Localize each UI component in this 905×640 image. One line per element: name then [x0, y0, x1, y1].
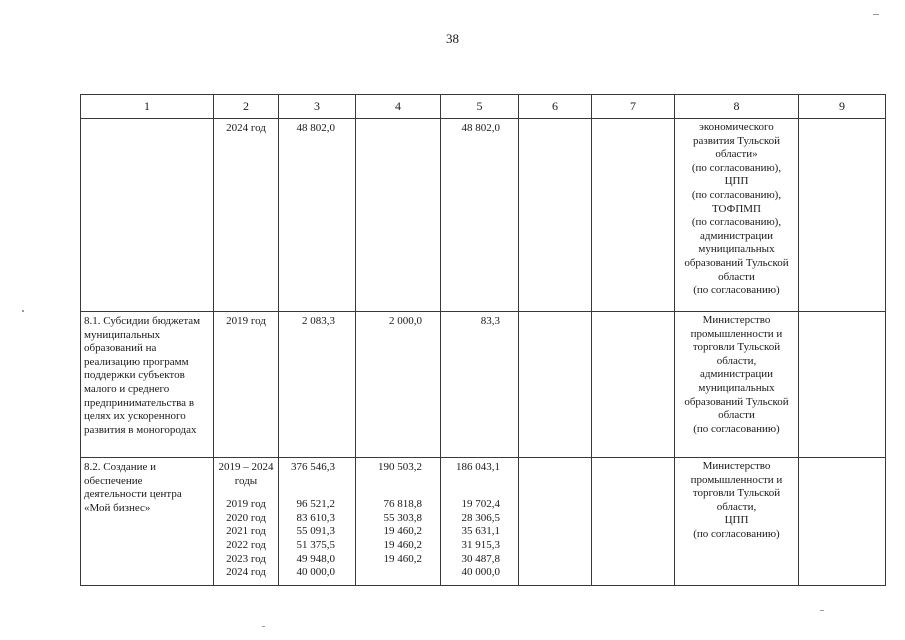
measure-cell	[81, 119, 214, 312]
amount-value: 28 306,5	[461, 511, 500, 524]
regional-cell	[441, 119, 519, 312]
measure-line: образований на	[84, 342, 157, 355]
federal-cell	[356, 119, 441, 312]
executor-line: области»	[715, 148, 758, 161]
executor-cell	[675, 119, 799, 312]
executor-line: муниципальных	[698, 243, 775, 256]
executor-line: администрации	[700, 229, 773, 242]
empty-cell	[592, 119, 675, 312]
executor-line: (по согласованию)	[693, 527, 780, 540]
executor-line: муниципальных	[698, 381, 775, 394]
regional-cell	[441, 458, 519, 586]
period-cell	[214, 458, 279, 586]
executor-line: области	[718, 409, 755, 422]
measure-line: обеспечение	[84, 474, 143, 487]
column-header: 8	[675, 95, 799, 119]
empty-cell	[799, 458, 886, 586]
executor-line: администрации	[700, 368, 773, 381]
executor-line: области,	[716, 354, 757, 367]
column-header: 9	[799, 95, 886, 119]
measure-cell	[81, 312, 214, 458]
total-cell	[279, 312, 356, 458]
period-label: 2020 год	[226, 511, 266, 524]
measure-line: предпринимательства в	[84, 396, 195, 409]
column-header: 7	[592, 95, 675, 119]
amount-value: 31 915,3	[461, 538, 500, 551]
executor-line: промышленности и	[690, 473, 783, 486]
total-cell	[279, 119, 356, 312]
executor-line: промышленности и	[690, 327, 783, 340]
period-label: 2021 год	[226, 525, 266, 538]
column-header: 5	[441, 95, 519, 119]
amount-value: 48 802,0	[296, 122, 335, 134]
table-row	[81, 458, 886, 586]
executor-line: области	[718, 270, 755, 283]
header-row	[81, 95, 886, 119]
executor-line: ЦПП	[724, 514, 749, 527]
amount-value: 30 487,8	[461, 552, 500, 565]
scan-speck	[22, 310, 24, 312]
measure-line: деятельности центра	[84, 488, 182, 501]
period-label: 2019 – 2024	[218, 461, 274, 473]
period-label: 2019 год	[226, 498, 266, 511]
measure-line: муниципальных	[84, 328, 161, 341]
amount-value: 19 460,2	[383, 538, 422, 551]
page-number: 38	[446, 31, 459, 46]
executor-line: развития Тульской	[692, 134, 781, 147]
executor-line: (по согласованию),	[691, 216, 782, 229]
empty-cell	[519, 458, 592, 586]
amount-value: 55 303,8	[383, 511, 422, 524]
executor-line: Министерство	[702, 460, 771, 472]
amount-value: 49 948,0	[296, 552, 335, 565]
empty-cell	[799, 312, 886, 458]
column-header: 1	[81, 95, 214, 119]
measure-line: реализацию программ	[84, 355, 189, 368]
executor-line: (по согласованию)	[693, 422, 780, 435]
measure-cell	[81, 458, 214, 586]
amount-value: 83,3	[480, 315, 500, 327]
period-label: 2022 год	[226, 538, 266, 551]
amount-value: 35 631,1	[461, 525, 500, 538]
amount-total: 190 503,2	[378, 461, 422, 473]
executor-line: области,	[716, 500, 757, 513]
measure-line: развития в моногородах	[84, 423, 197, 436]
executor-cell	[675, 312, 799, 458]
scan-speck	[820, 610, 824, 611]
empty-cell	[519, 312, 592, 458]
table-row	[81, 119, 886, 312]
amount-value: 96 521,2	[296, 498, 335, 511]
executor-line: ТОФПМП	[711, 202, 761, 215]
regional-cell	[441, 312, 519, 458]
measure-line: малого и среднего	[84, 382, 170, 395]
amount-value: 19 702,4	[461, 498, 500, 511]
measure-line: «Мой бизнес»	[84, 501, 151, 514]
scan-speck	[873, 14, 879, 15]
executor-line: Министерство	[702, 314, 771, 326]
empty-cell	[799, 119, 886, 312]
period-label: 2019 год	[226, 315, 266, 327]
executor-line: (по согласованию),	[691, 161, 782, 174]
table-row	[81, 312, 886, 458]
period-label: годы	[234, 474, 258, 487]
column-header: 6	[519, 95, 592, 119]
empty-cell	[592, 312, 675, 458]
column-header: 4	[356, 95, 441, 119]
period-label: 2024 год	[226, 566, 266, 579]
empty-cell	[519, 119, 592, 312]
executor-line: образований Тульской	[684, 256, 789, 269]
federal-cell	[356, 458, 441, 586]
executor-line: (по согласованию)	[693, 284, 780, 297]
period-cell	[214, 119, 279, 312]
amount-total: 376 546,3	[291, 461, 335, 473]
amount-value: 19 460,2	[383, 525, 422, 538]
amount-value: 19 460,2	[383, 552, 422, 565]
executor-line: экономического	[699, 121, 774, 133]
executor-line: образований Тульской	[684, 395, 789, 408]
amount-value: 83 610,3	[296, 511, 335, 524]
executor-line: (по согласованию),	[691, 188, 782, 201]
column-header: 3	[279, 95, 356, 119]
program-table	[80, 94, 886, 586]
measure-line: 8.1. Субсидии бюджетам	[84, 315, 201, 327]
amount-total: 186 043,1	[456, 461, 500, 473]
column-header: 2	[214, 95, 279, 119]
period-cell	[214, 312, 279, 458]
period-label: 2024 год	[226, 122, 266, 134]
amount-value: 40 000,0	[296, 566, 335, 579]
scan-speck	[262, 626, 265, 627]
amount-value: 2 000,0	[389, 315, 422, 327]
federal-cell	[356, 312, 441, 458]
period-label: 2023 год	[226, 552, 266, 565]
measure-line: 8.2. Создание и	[84, 461, 157, 473]
amount-value: 55 091,3	[296, 525, 335, 538]
measure-line: целях их ускоренного	[84, 410, 186, 423]
amount-value: 2 083,3	[302, 315, 335, 327]
executor-line: ЦПП	[724, 175, 749, 188]
measure-line: поддержки субъектов	[84, 369, 185, 382]
amount-value: 48 802,0	[461, 122, 500, 134]
executor-cell	[675, 458, 799, 586]
executor-line: торговли Тульской	[692, 487, 781, 500]
amount-value: 51 375,5	[296, 538, 335, 551]
empty-cell	[592, 458, 675, 586]
total-cell	[279, 458, 356, 586]
amount-value: 40 000,0	[461, 566, 500, 579]
amount-value: 76 818,8	[383, 498, 422, 511]
executor-line: торговли Тульской	[692, 341, 781, 354]
